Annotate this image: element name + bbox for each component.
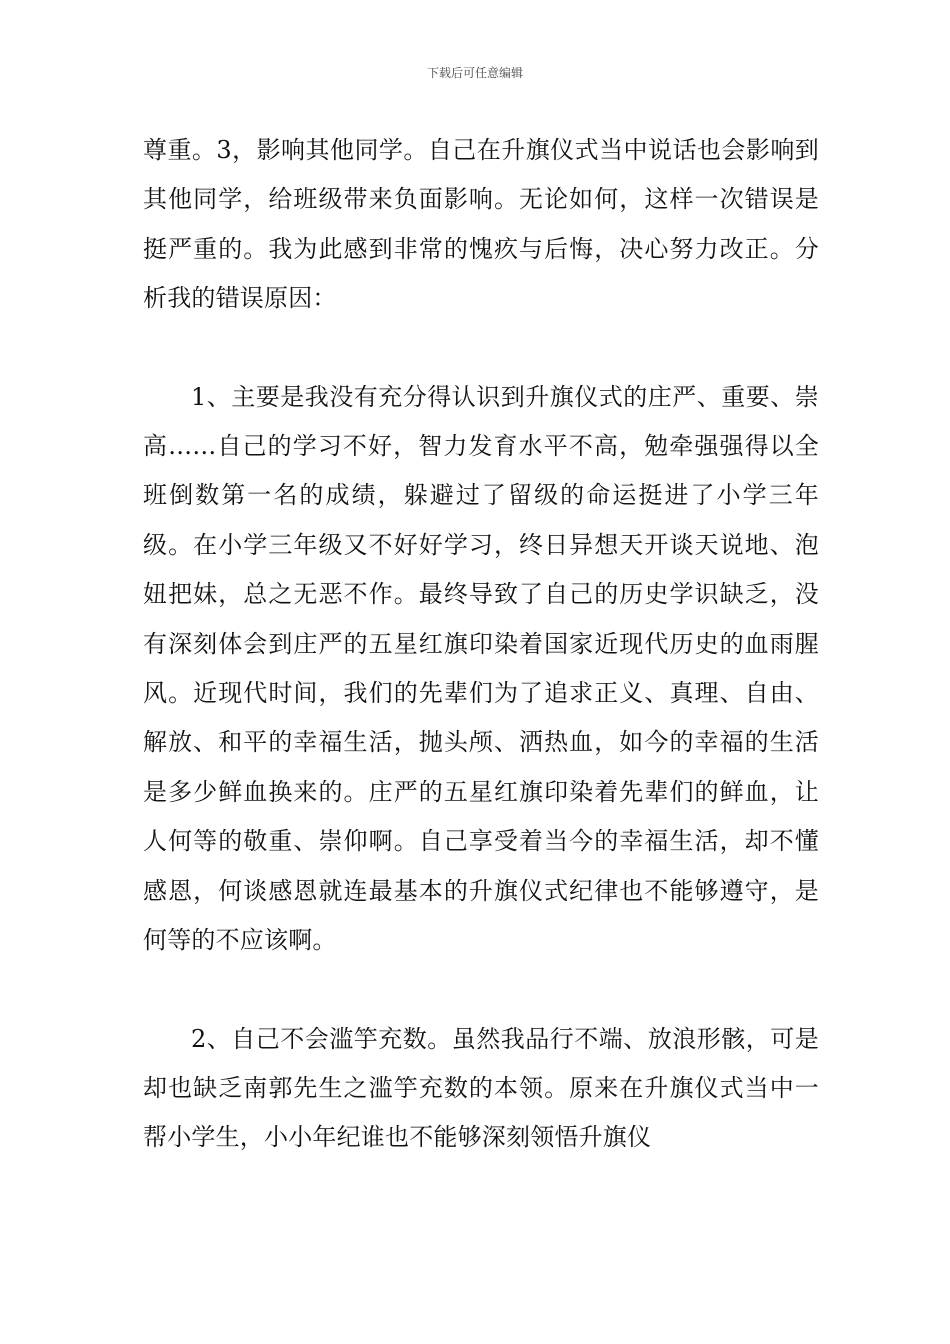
paragraph-reason-2: 2、自己不会滥竽充数。虽然我品行不端、放浪形骸，可是却也缺乏南郭先生之滥竽充数的本领。原来在升旗仪式当中一帮小学生，小小年纪谁也不能够深刻领悟升旗仪 (143, 1024, 819, 1152)
paragraph-reason-1: 1、主要是我没有充分得认识到升旗仪式的庄严、重要、崇高……自己的学习不好，智力发育水平不高，勉牵强强得以全班倒数第一名的成绩，躲避过了留级的命运挺进了小学三年级。在小学三年级又不好好学习，终日异想天开谈天说地、泡妞把妹，总之无恶不作。最终导致了自己的历史学识缺乏，没有深刻体会到庄严的五星红旗印染着国家近现代历史的血雨腥风。近现代时间，我们的先辈们为了追求正义、真理、自由、解放、和平的幸福生活，抛头颅、洒热血，如今的幸福的生活是多少鲜血换来的。庄严的五星红旗印染着先辈们的鲜血，让人何等的敬重、崇仰啊。自己享受着当今的幸福生活，却不懂感恩，何谈感恩就连最基本的升旗仪式纪律也不能够遵守，是何等的不应该啊。 (143, 382, 819, 955)
page-header-note: 下载后可任意编辑 (426, 66, 523, 80)
paragraph-intro: 尊重。3，影响其他同学。自己在升旗仪式当中说话也会影响到其他同学，给班级带来负面影响。无论如何，这样一次错误是挺严重的。我为此感到非常的愧疚与后悔，决心努力改正。分析我的错误原因： (143, 136, 819, 313)
document-body (143, 126, 819, 1163)
